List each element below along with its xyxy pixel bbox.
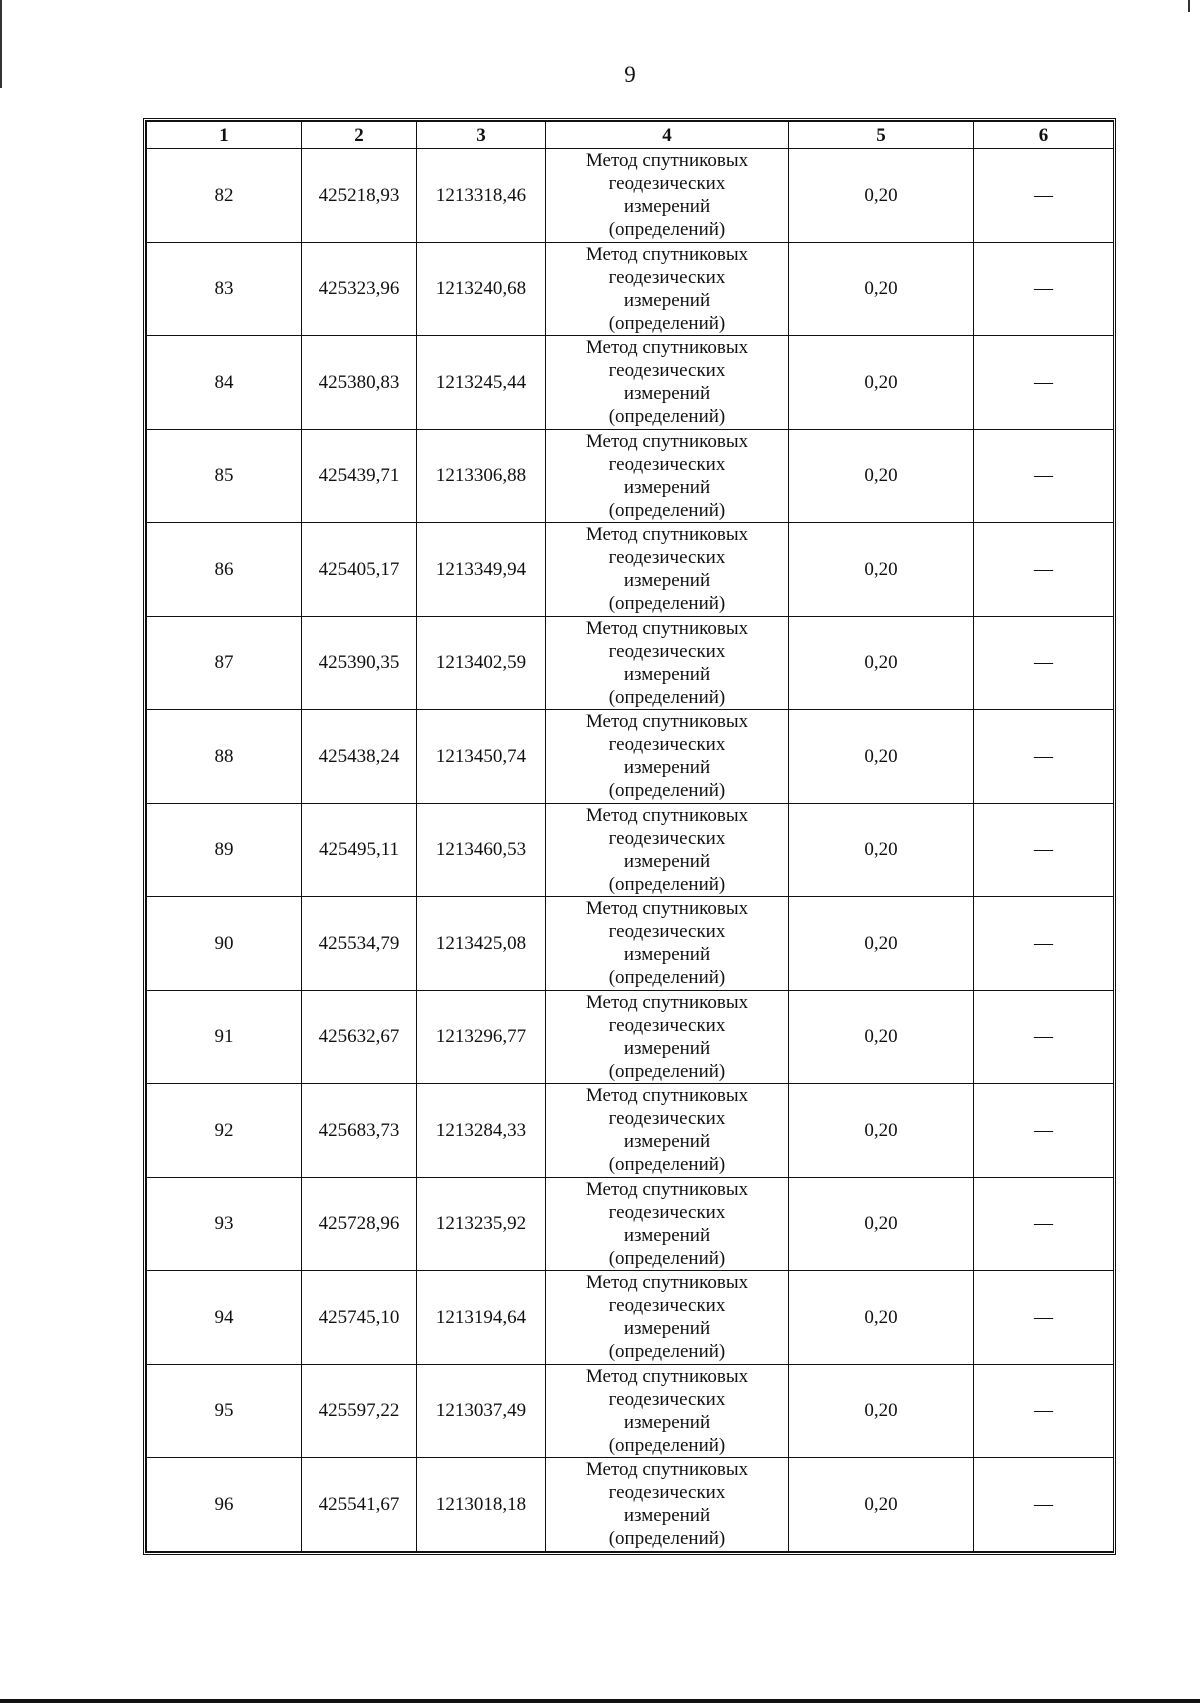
note-cell: — — [974, 710, 1114, 804]
method-line: (определений) — [608, 1341, 726, 1363]
note-cell: — — [974, 1364, 1114, 1458]
table-row — [147, 149, 1114, 243]
table-row — [147, 1364, 1114, 1458]
note-cell: — — [974, 1177, 1114, 1271]
method-line: геодезических — [608, 173, 726, 195]
point-number-cell: 87 — [147, 616, 302, 710]
scan-edge-mark — [1188, 0, 1190, 12]
x-coordinate-cell: 425683,73 — [302, 1084, 417, 1178]
y-coordinate-cell: 1213194,64 — [417, 1271, 546, 1365]
accuracy-cell: 0,20 — [789, 523, 974, 617]
method-line: Метод спутниковых — [585, 337, 749, 359]
accuracy-cell: 0,20 — [789, 710, 974, 804]
column-header: 2 — [302, 122, 417, 149]
x-coordinate-cell: 425728,96 — [302, 1177, 417, 1271]
note-cell: — — [974, 616, 1114, 710]
method-line: измерений — [623, 1037, 711, 1059]
method-line: Метод спутниковых — [585, 898, 749, 920]
accuracy-cell: 0,20 — [789, 1084, 974, 1178]
method-line: Метод спутниковых — [585, 150, 749, 172]
x-coordinate-cell: 425390,35 — [302, 616, 417, 710]
x-coordinate-cell: 425438,24 — [302, 710, 417, 804]
method-line: Метод спутниковых — [585, 1272, 749, 1294]
coordinates-table-frame — [143, 118, 1116, 1555]
note-cell: — — [974, 1271, 1114, 1365]
method-line: измерений — [623, 1411, 711, 1433]
coordinates-table — [146, 121, 1114, 1552]
method-cell — [546, 710, 789, 804]
method-line: (определений) — [608, 1154, 726, 1176]
y-coordinate-cell: 1213425,08 — [417, 897, 546, 991]
point-number-cell: 90 — [147, 897, 302, 991]
method-line: геодезических — [608, 1388, 726, 1410]
method-line: Метод спутниковых — [585, 524, 749, 546]
method-cell — [546, 523, 789, 617]
method-line: геодезических — [608, 1482, 726, 1504]
method-line: Метод спутниковых — [585, 617, 749, 639]
y-coordinate-cell: 1213018,18 — [417, 1458, 546, 1552]
accuracy-cell: 0,20 — [789, 1177, 974, 1271]
method-cell — [546, 616, 789, 710]
table-body — [147, 149, 1114, 1552]
method-line: (определений) — [608, 1060, 726, 1082]
accuracy-cell: 0,20 — [789, 990, 974, 1084]
accuracy-cell: 0,20 — [789, 242, 974, 336]
method-line: геодезических — [608, 734, 726, 756]
note-cell: — — [974, 336, 1114, 430]
method-line: (определений) — [608, 967, 726, 989]
x-coordinate-cell: 425534,79 — [302, 897, 417, 991]
y-coordinate-cell: 1213240,68 — [417, 242, 546, 336]
x-coordinate-cell: 425632,67 — [302, 990, 417, 1084]
method-line: измерений — [623, 1505, 711, 1527]
accuracy-cell: 0,20 — [789, 1364, 974, 1458]
method-cell — [546, 336, 789, 430]
method-line: (определений) — [608, 1247, 726, 1269]
method-line: измерений — [623, 850, 711, 872]
y-coordinate-cell: 1213235,92 — [417, 1177, 546, 1271]
x-coordinate-cell: 425380,83 — [302, 336, 417, 430]
method-cell — [546, 429, 789, 523]
y-coordinate-cell: 1213245,44 — [417, 336, 546, 430]
accuracy-cell: 0,20 — [789, 336, 974, 430]
method-line: геодезических — [608, 921, 726, 943]
page-number: 9 — [624, 62, 636, 87]
method-cell — [546, 1177, 789, 1271]
point-number-cell: 92 — [147, 1084, 302, 1178]
scan-bottom-edge — [0, 1699, 1200, 1703]
table-row — [147, 803, 1114, 897]
method-line: (определений) — [608, 1528, 726, 1550]
note-cell: — — [974, 149, 1114, 243]
method-line: измерений — [623, 944, 711, 966]
method-line: измерений — [623, 1224, 711, 1246]
x-coordinate-cell: 425597,22 — [302, 1364, 417, 1458]
x-coordinate-cell: 425439,71 — [302, 429, 417, 523]
method-cell — [546, 242, 789, 336]
table-row — [147, 1458, 1114, 1552]
method-line: измерений — [623, 196, 711, 218]
x-coordinate-cell: 425405,17 — [302, 523, 417, 617]
table-row — [147, 897, 1114, 991]
x-coordinate-cell: 425541,67 — [302, 1458, 417, 1552]
table-row — [147, 1177, 1114, 1271]
method-line: Метод спутниковых — [585, 1085, 749, 1107]
accuracy-cell: 0,20 — [789, 1458, 974, 1552]
method-line: (определений) — [608, 1434, 726, 1456]
method-cell — [546, 1458, 789, 1552]
point-number-cell: 93 — [147, 1177, 302, 1271]
method-line: (определений) — [608, 686, 726, 708]
method-cell — [546, 990, 789, 1084]
method-line: (определений) — [608, 873, 726, 895]
method-line: Метод спутниковых — [585, 430, 749, 452]
method-line: измерений — [623, 1318, 711, 1340]
method-line: Метод спутниковых — [585, 711, 749, 733]
method-cell — [546, 897, 789, 991]
method-line: (определений) — [608, 780, 726, 802]
point-number-cell: 91 — [147, 990, 302, 1084]
accuracy-cell: 0,20 — [789, 616, 974, 710]
note-cell: — — [974, 523, 1114, 617]
accuracy-cell: 0,20 — [789, 897, 974, 991]
table-row — [147, 242, 1114, 336]
method-line: (определений) — [608, 499, 726, 521]
note-cell: — — [974, 1084, 1114, 1178]
method-cell — [546, 149, 789, 243]
method-line: геодезических — [608, 266, 726, 288]
method-line: измерений — [623, 1131, 711, 1153]
point-number-cell: 82 — [147, 149, 302, 243]
method-line: геодезических — [608, 1014, 726, 1036]
method-cell — [546, 1084, 789, 1178]
method-line: Метод спутниковых — [585, 1459, 749, 1481]
table-row — [147, 336, 1114, 430]
method-line: геодезических — [608, 453, 726, 475]
method-line: геодезических — [608, 1108, 726, 1130]
column-header: 5 — [789, 122, 974, 149]
point-number-cell: 94 — [147, 1271, 302, 1365]
note-cell: — — [974, 897, 1114, 991]
x-coordinate-cell: 425323,96 — [302, 242, 417, 336]
point-number-cell: 89 — [147, 803, 302, 897]
note-cell: — — [974, 990, 1114, 1084]
note-cell: — — [974, 803, 1114, 897]
accuracy-cell: 0,20 — [789, 429, 974, 523]
x-coordinate-cell: 425745,10 — [302, 1271, 417, 1365]
table-row — [147, 429, 1114, 523]
accuracy-cell: 0,20 — [789, 1271, 974, 1365]
point-number-cell: 96 — [147, 1458, 302, 1552]
column-header: 1 — [147, 122, 302, 149]
table-row — [147, 990, 1114, 1084]
point-number-cell: 95 — [147, 1364, 302, 1458]
method-line: Метод спутниковых — [585, 243, 749, 265]
table-row — [147, 1084, 1114, 1178]
method-line: Метод спутниковых — [585, 1178, 749, 1200]
header-row — [147, 122, 1114, 149]
point-number-cell: 84 — [147, 336, 302, 430]
method-line: измерений — [623, 757, 711, 779]
method-line: измерений — [623, 663, 711, 685]
column-header: 3 — [417, 122, 546, 149]
y-coordinate-cell: 1213306,88 — [417, 429, 546, 523]
table-row — [147, 710, 1114, 804]
note-cell: — — [974, 429, 1114, 523]
point-number-cell: 85 — [147, 429, 302, 523]
point-number-cell: 88 — [147, 710, 302, 804]
method-cell — [546, 803, 789, 897]
x-coordinate-cell: 425218,93 — [302, 149, 417, 243]
method-line: (определений) — [608, 593, 726, 615]
method-line: (определений) — [608, 406, 726, 428]
y-coordinate-cell: 1213284,33 — [417, 1084, 546, 1178]
method-line: геодезических — [608, 360, 726, 382]
column-header: 6 — [974, 122, 1114, 149]
method-line: геодезических — [608, 1295, 726, 1317]
method-line: геодезических — [608, 1201, 726, 1223]
point-number-cell: 83 — [147, 242, 302, 336]
method-line: Метод спутниковых — [585, 804, 749, 826]
column-header: 4 — [546, 122, 789, 149]
table-row — [147, 1271, 1114, 1365]
method-cell — [546, 1364, 789, 1458]
y-coordinate-cell: 1213402,59 — [417, 616, 546, 710]
method-line: геодезических — [608, 640, 726, 662]
method-line: геодезических — [608, 547, 726, 569]
y-coordinate-cell: 1213460,53 — [417, 803, 546, 897]
y-coordinate-cell: 1213450,74 — [417, 710, 546, 804]
method-line: геодезических — [608, 827, 726, 849]
method-line: Метод спутниковых — [585, 1365, 749, 1387]
method-line: измерений — [623, 383, 711, 405]
point-number-cell: 86 — [147, 523, 302, 617]
accuracy-cell: 0,20 — [789, 149, 974, 243]
note-cell: — — [974, 242, 1114, 336]
y-coordinate-cell: 1213037,49 — [417, 1364, 546, 1458]
method-line: Метод спутниковых — [585, 991, 749, 1013]
table-row — [147, 523, 1114, 617]
method-line: измерений — [623, 570, 711, 592]
y-coordinate-cell: 1213318,46 — [417, 149, 546, 243]
method-line: измерений — [623, 289, 711, 311]
y-coordinate-cell: 1213296,77 — [417, 990, 546, 1084]
x-coordinate-cell: 425495,11 — [302, 803, 417, 897]
accuracy-cell: 0,20 — [789, 803, 974, 897]
method-line: (определений) — [608, 219, 726, 241]
table-row — [147, 616, 1114, 710]
y-coordinate-cell: 1213349,94 — [417, 523, 546, 617]
method-cell — [546, 1271, 789, 1365]
method-line: (определений) — [608, 312, 726, 334]
method-line: измерений — [623, 476, 711, 498]
note-cell: — — [974, 1458, 1114, 1552]
